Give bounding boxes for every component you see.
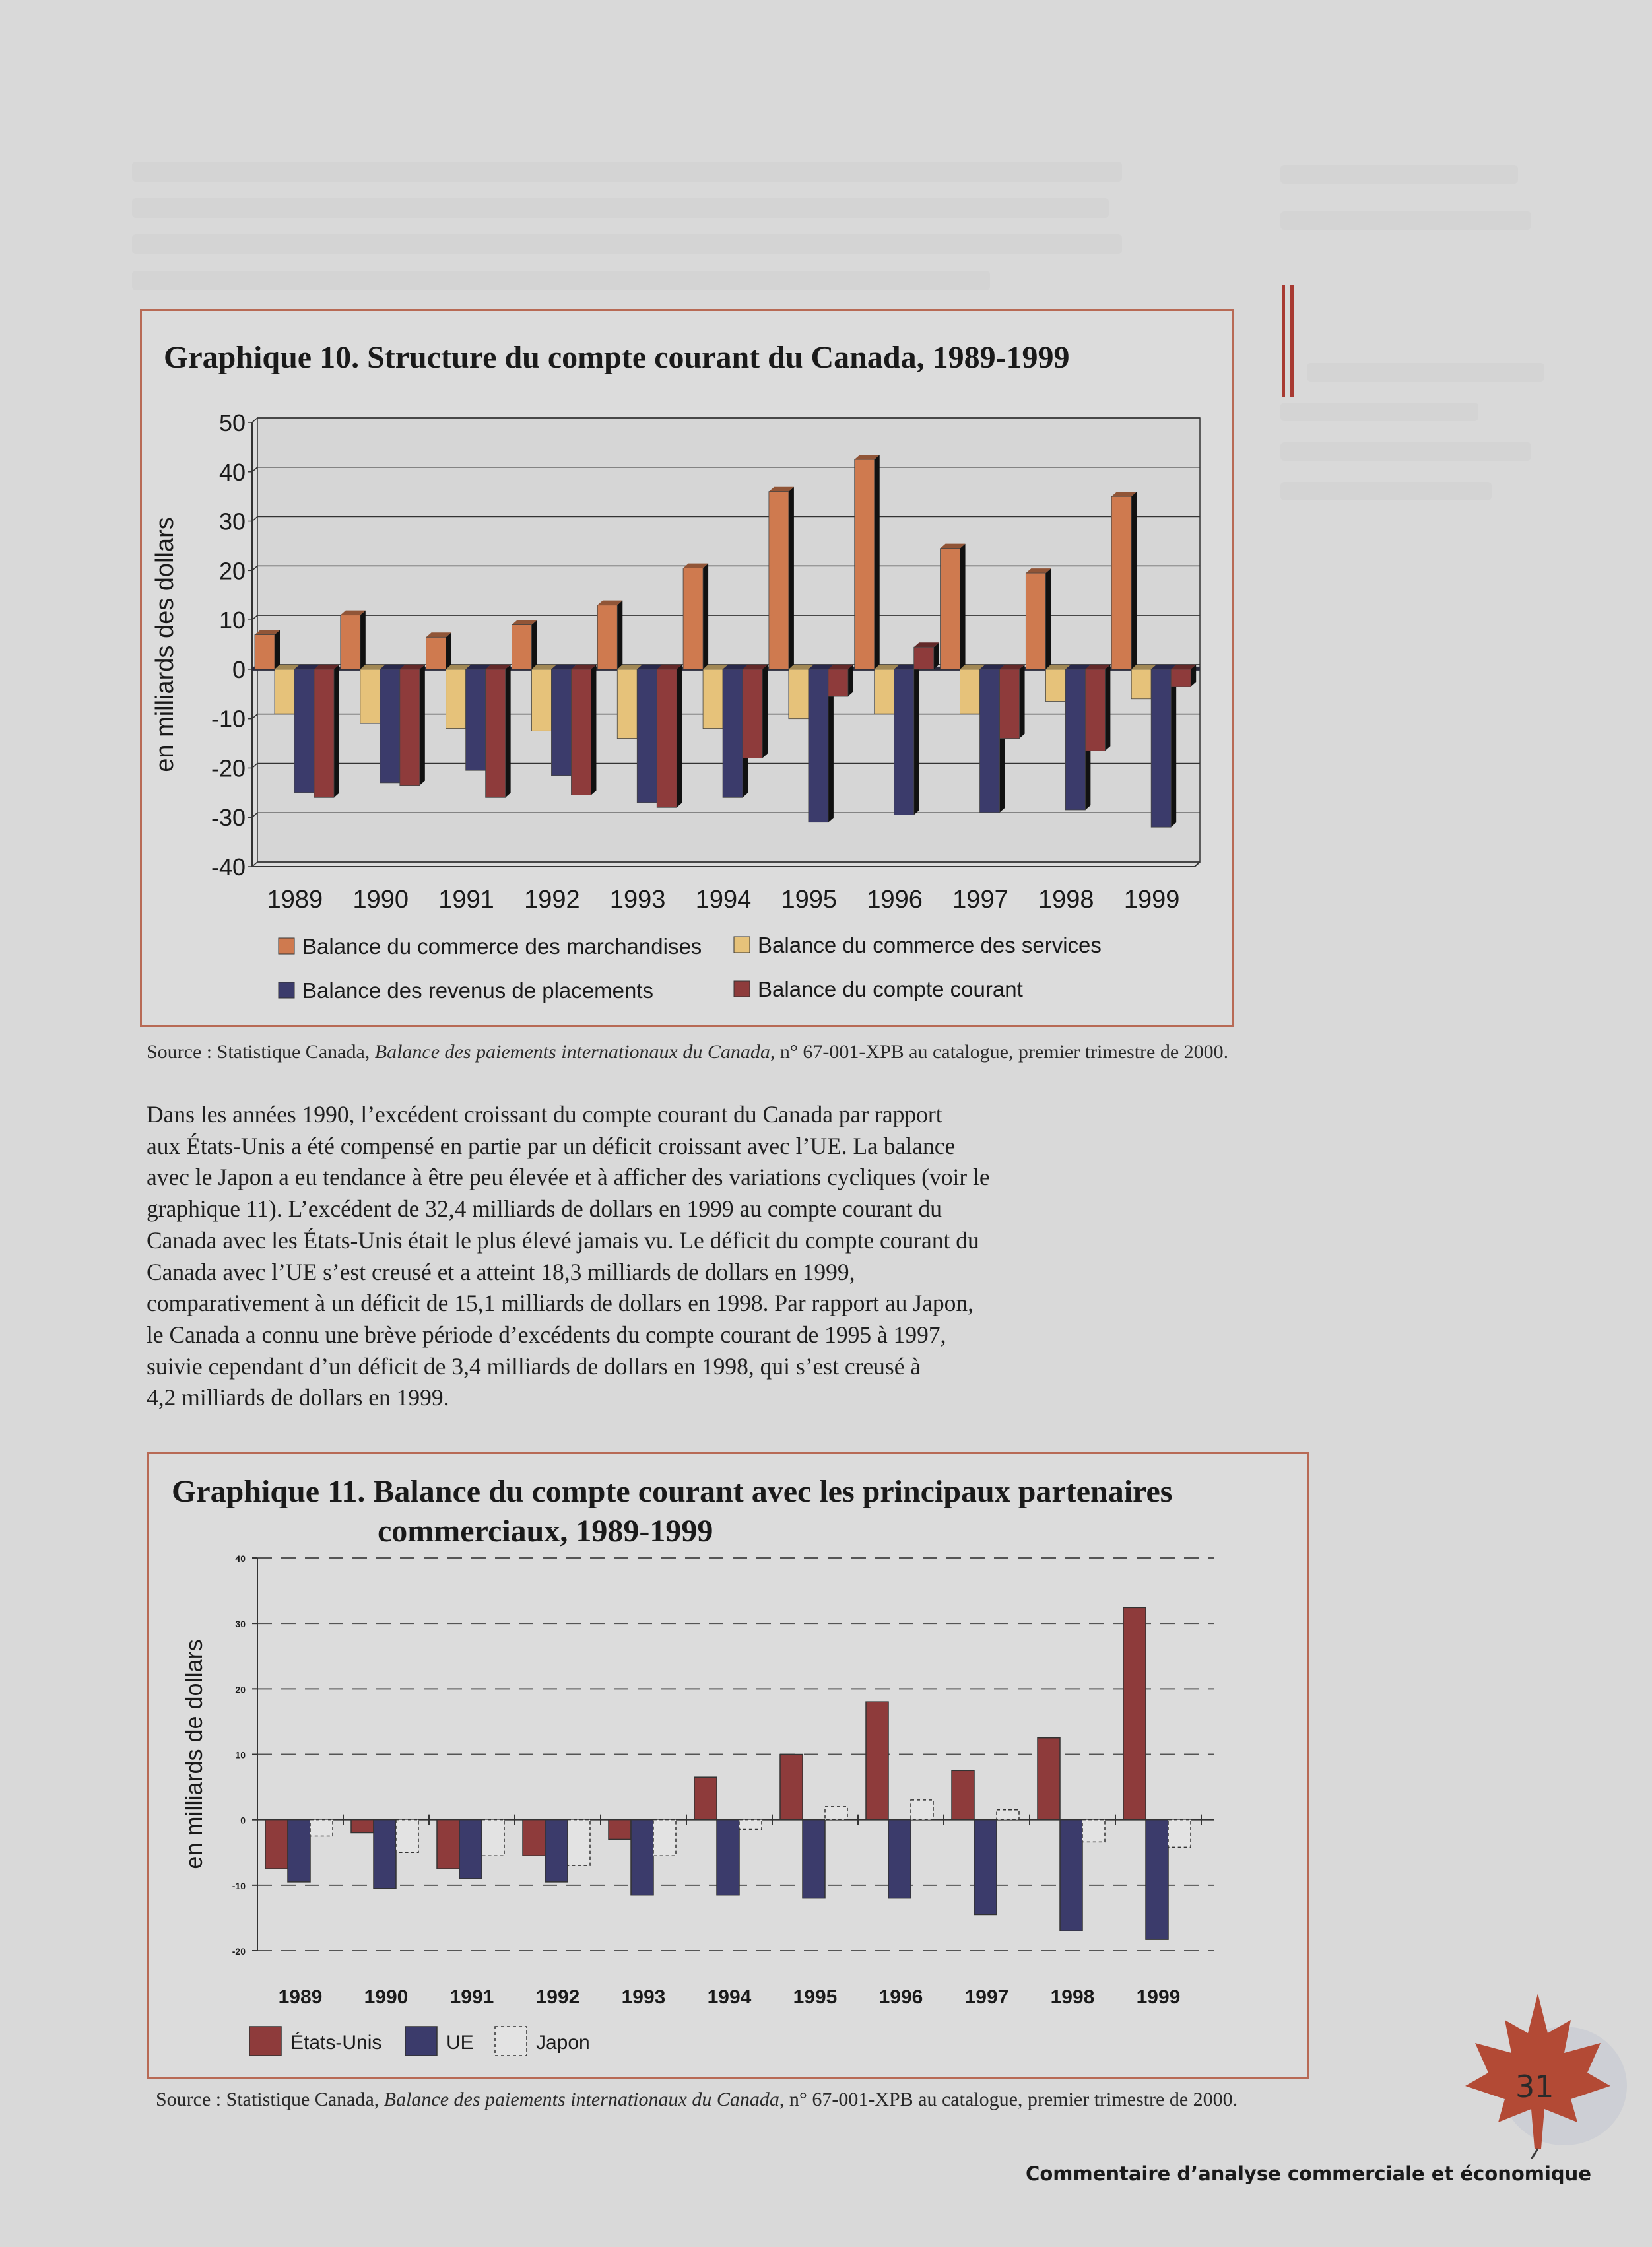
body-line: comparativement à un déficit de 15,1 milliards de dollars en 1998. Par rapport au Japon,: [147, 1290, 974, 1317]
bar-side: [506, 665, 511, 797]
x-tick-label: 1992: [535, 1986, 580, 2008]
bar: [437, 1820, 459, 1869]
body-line: 4,2 milliards de dollars en 1999.: [147, 1384, 449, 1411]
bar: [396, 1820, 418, 1853]
bar: [374, 1820, 396, 1889]
bar: [637, 669, 657, 803]
bar: [531, 669, 551, 731]
y-tick-label: -40: [211, 854, 246, 881]
y-tick-label: 40: [218, 458, 246, 486]
gridline-side: [252, 714, 257, 719]
source-title: Balance des paiements internationaux du Canada: [374, 1041, 770, 1063]
bar: [523, 1820, 545, 1856]
gridline-side: [252, 862, 257, 867]
bar: [310, 1820, 333, 1836]
bar: [980, 669, 1000, 813]
x-tick-label: 1997: [952, 886, 1008, 914]
bar: [875, 669, 894, 714]
y-tick-label: 50: [218, 409, 246, 436]
y-tick-label: 0: [240, 1815, 246, 1826]
bar: [631, 1820, 653, 1895]
y-tick-label: -20: [232, 1946, 246, 1957]
bar: [1168, 1820, 1191, 1848]
show-through-line: [1280, 211, 1531, 230]
gridline-side: [252, 467, 257, 472]
bar-side: [591, 665, 596, 795]
bar: [1111, 496, 1131, 669]
show-through-line: [132, 234, 1122, 254]
x-tick-label: 1989: [267, 886, 323, 914]
bar-side: [1020, 665, 1025, 739]
bar: [314, 669, 334, 797]
y-tick-label: -30: [211, 804, 246, 832]
bar: [380, 669, 400, 783]
x-tick-label: 1995: [793, 1986, 838, 2008]
show-through-line: [1280, 165, 1518, 184]
bar: [360, 669, 380, 723]
bar-side: [703, 564, 708, 669]
y-tick-label: 30: [235, 1619, 246, 1630]
bar-side: [762, 665, 768, 758]
bar: [482, 1820, 504, 1856]
bar: [609, 1820, 631, 1840]
bar: [1045, 669, 1065, 702]
x-tick-label: 1998: [1050, 1986, 1095, 2008]
show-through-line: [1280, 482, 1492, 500]
chart-10-source: [147, 1041, 1228, 1063]
chart-10-plot: [140, 396, 1233, 1030]
bar: [894, 669, 914, 815]
bar: [351, 1820, 374, 1833]
bar-side: [914, 665, 919, 815]
bar-side: [1045, 568, 1051, 669]
bar-side: [617, 601, 622, 669]
x-tick-label: 1993: [609, 886, 666, 914]
bar: [571, 669, 591, 795]
bar: [723, 669, 743, 797]
bar: [789, 669, 809, 719]
bar: [1146, 1820, 1168, 1939]
legend-label: Balance du compte courant: [758, 977, 1023, 1001]
y-tick-label: 0: [232, 655, 246, 683]
body-line: Canada avec les États-Unis était le plus élevé jamais vu. Le déficit du compte courant du: [147, 1226, 979, 1254]
x-tick-label: 1990: [352, 886, 409, 914]
y-tick-label: 20: [218, 557, 246, 585]
bar: [739, 1820, 762, 1830]
legend-swatch: [405, 2027, 437, 2056]
bar: [825, 1807, 847, 1820]
bar-side: [677, 665, 682, 807]
bar: [780, 1755, 803, 1820]
bar: [288, 1820, 310, 1882]
legend-swatch: [734, 981, 750, 997]
bar: [265, 1820, 288, 1869]
bar: [743, 669, 762, 758]
bar-side: [1131, 492, 1137, 669]
y-axis-label: en milliards de dollars: [180, 1639, 207, 1869]
x-axis-depth: [1195, 862, 1200, 867]
bar-side: [446, 632, 451, 669]
bar-side: [875, 455, 880, 669]
bar-side: [789, 487, 794, 669]
bar: [952, 1770, 974, 1819]
legend-swatch: [279, 982, 294, 998]
bar-side: [420, 665, 425, 786]
x-tick-label: 1991: [449, 1986, 494, 2008]
body-line: graphique 11). L’excédent de 32,4 milliards de dollars en 1999 au compte courant du: [147, 1195, 942, 1223]
bar: [855, 459, 875, 669]
show-through-line: [132, 271, 990, 290]
bar: [717, 1820, 739, 1895]
x-tick-label: 1991: [438, 886, 494, 914]
x-tick-label: 1998: [1038, 886, 1094, 914]
x-tick-label: 1995: [781, 886, 838, 914]
bar: [694, 1777, 717, 1819]
page-number: 31: [1515, 2069, 1554, 2104]
margin-bar: [1290, 285, 1294, 397]
bar: [911, 1800, 933, 1820]
bar-side: [1105, 665, 1110, 751]
show-through-line: [1280, 442, 1531, 461]
bar: [275, 669, 294, 714]
show-through-line: [1307, 363, 1544, 382]
x-tick-label: 1989: [278, 1986, 323, 2008]
legend-swatch: [495, 2027, 527, 2056]
bar: [1000, 669, 1020, 739]
bar-side: [334, 665, 339, 797]
gridline-side: [252, 566, 257, 570]
show-through-line: [1280, 403, 1478, 421]
bar: [1085, 669, 1105, 751]
legend-swatch: [249, 2027, 281, 2056]
bar: [1082, 1820, 1105, 1842]
bar: [828, 669, 848, 696]
bar: [974, 1820, 997, 1915]
bar: [941, 549, 960, 669]
bar: [703, 669, 723, 729]
bar: [459, 1820, 482, 1879]
source-prefix: Source : Statistique Canada,: [156, 2089, 384, 2110]
bar: [426, 637, 446, 669]
bar: [1131, 669, 1151, 699]
bar-side: [848, 665, 853, 696]
chart-10-title: Graphique 10. Structure du compte courant du Canada, 1989-1999: [164, 340, 1070, 375]
bar: [400, 669, 420, 786]
bar-side: [360, 611, 366, 669]
legend-label: Balance du commerce des marchandises: [302, 934, 702, 958]
bar-side: [531, 620, 537, 669]
y-tick-label: 10: [218, 607, 246, 634]
source-prefix: Source : Statistique Canada,: [147, 1041, 375, 1063]
x-tick-label: 1994: [707, 1986, 752, 2008]
body-line: Dans les années 1990, l’excédent croissant du compte courant du Canada par rapport: [147, 1101, 942, 1127]
legend-swatch: [279, 938, 294, 954]
bar: [1171, 669, 1191, 687]
x-tick-label: 1993: [621, 1986, 666, 2008]
bar: [512, 625, 531, 669]
x-tick-label: 1992: [524, 886, 580, 914]
source-title: Balance des paiements internationaux du Canada: [383, 2089, 779, 2110]
body-line: le Canada a connu une brève période d’excédents du compte courant de 1995 à 1997,: [147, 1321, 946, 1348]
legend-swatch: [734, 937, 750, 953]
bar: [568, 1820, 590, 1865]
x-tick-label: 1996: [878, 1986, 923, 2008]
bar: [866, 1702, 888, 1820]
bar: [1060, 1820, 1082, 1931]
bar: [960, 669, 980, 714]
body-line: avec le Japon a eu tendance à être peu élevée et à afficher des variations cycliques (voir le: [147, 1164, 990, 1191]
chart-11-title-line2: commerciaux, 1989-1999: [378, 1514, 713, 1549]
bar: [1065, 669, 1085, 810]
gridline-side: [252, 813, 257, 817]
y-tick-label: -10: [232, 1880, 246, 1891]
bar-side: [934, 642, 939, 669]
bar: [683, 568, 703, 669]
gridline-side: [252, 763, 257, 768]
show-through-line: [132, 162, 1122, 182]
bar: [1026, 573, 1045, 669]
chart-11-title-line1: Graphique 11. Balance du compte courant avec les principaux partenaires: [172, 1474, 1173, 1509]
gridline-side: [252, 418, 257, 422]
y-tick-label: 20: [235, 1684, 246, 1695]
x-tick-label: 1990: [364, 1986, 409, 2008]
x-tick-label: 1994: [695, 886, 752, 914]
bar: [914, 647, 934, 669]
x-tick-label: 1999: [1123, 886, 1180, 914]
bar: [657, 669, 677, 807]
margin-bar: [1282, 285, 1285, 397]
chart-11-plot: [147, 1545, 1305, 2073]
bar: [809, 669, 828, 822]
bar: [1038, 1738, 1060, 1820]
y-tick-label: 40: [235, 1553, 246, 1564]
bar: [888, 1820, 911, 1898]
bar: [545, 1820, 568, 1882]
chart-11-source: [156, 2089, 1238, 2111]
bar: [294, 669, 314, 793]
legend-label: Balance du commerce des services: [758, 933, 1102, 957]
bar-side: [1171, 665, 1176, 827]
bar: [446, 669, 466, 729]
bar-side: [275, 630, 280, 669]
legend-label: États-Unis: [290, 2032, 382, 2054]
bar: [341, 615, 360, 669]
source-suffix: , n° 67-001-XPB au catalogue, premier trimestre de 2000.: [779, 2089, 1238, 2110]
body-line: Canada avec l’UE s’est creusé et a atteint 18,3 milliards de dollars en 1999,: [147, 1258, 855, 1285]
body-paragraph: [147, 1099, 1090, 1414]
bar: [769, 492, 789, 669]
body-line: aux États-Unis a été compensé en partie par un déficit croissant avec l’UE. La balance: [147, 1132, 956, 1159]
source-suffix: , n° 67-001-XPB au catalogue, premier trimestre de 2000.: [770, 1041, 1229, 1063]
x-tick-label: 1997: [964, 1986, 1009, 2008]
bar: [255, 635, 275, 669]
legend-label: Balance des revenus de placements: [302, 978, 653, 1003]
body-line: suivie cependant d’un déficit de 3,4 milliards de dollars en 1998, qui s’est creusé à: [147, 1353, 921, 1380]
bar: [1123, 1607, 1146, 1819]
bar: [653, 1820, 676, 1856]
bar: [597, 605, 617, 669]
legend-label: Japon: [536, 2032, 590, 2054]
y-axis-label: en milliards des dollars: [151, 517, 179, 772]
y-tick-label: 30: [218, 508, 246, 535]
gridline-side: [252, 615, 257, 620]
bar: [486, 669, 506, 797]
footer-title: Commentaire d’analyse commerciale et économique: [1026, 2163, 1591, 2185]
bar: [551, 669, 571, 776]
y-tick-label: -20: [211, 755, 246, 782]
bar: [1151, 669, 1171, 827]
legend-label: UE: [446, 2032, 474, 2054]
gridline-side: [252, 517, 257, 521]
x-tick-label: 1999: [1136, 1986, 1181, 2008]
x-tick-label: 1996: [867, 886, 923, 914]
bar: [997, 1810, 1019, 1820]
bar: [803, 1820, 825, 1898]
bar-side: [960, 544, 966, 669]
y-tick-label: 10: [235, 1749, 246, 1761]
bar: [466, 669, 486, 770]
bar: [617, 669, 637, 739]
show-through-line: [132, 198, 1109, 218]
y-tick-label: -10: [211, 705, 246, 733]
